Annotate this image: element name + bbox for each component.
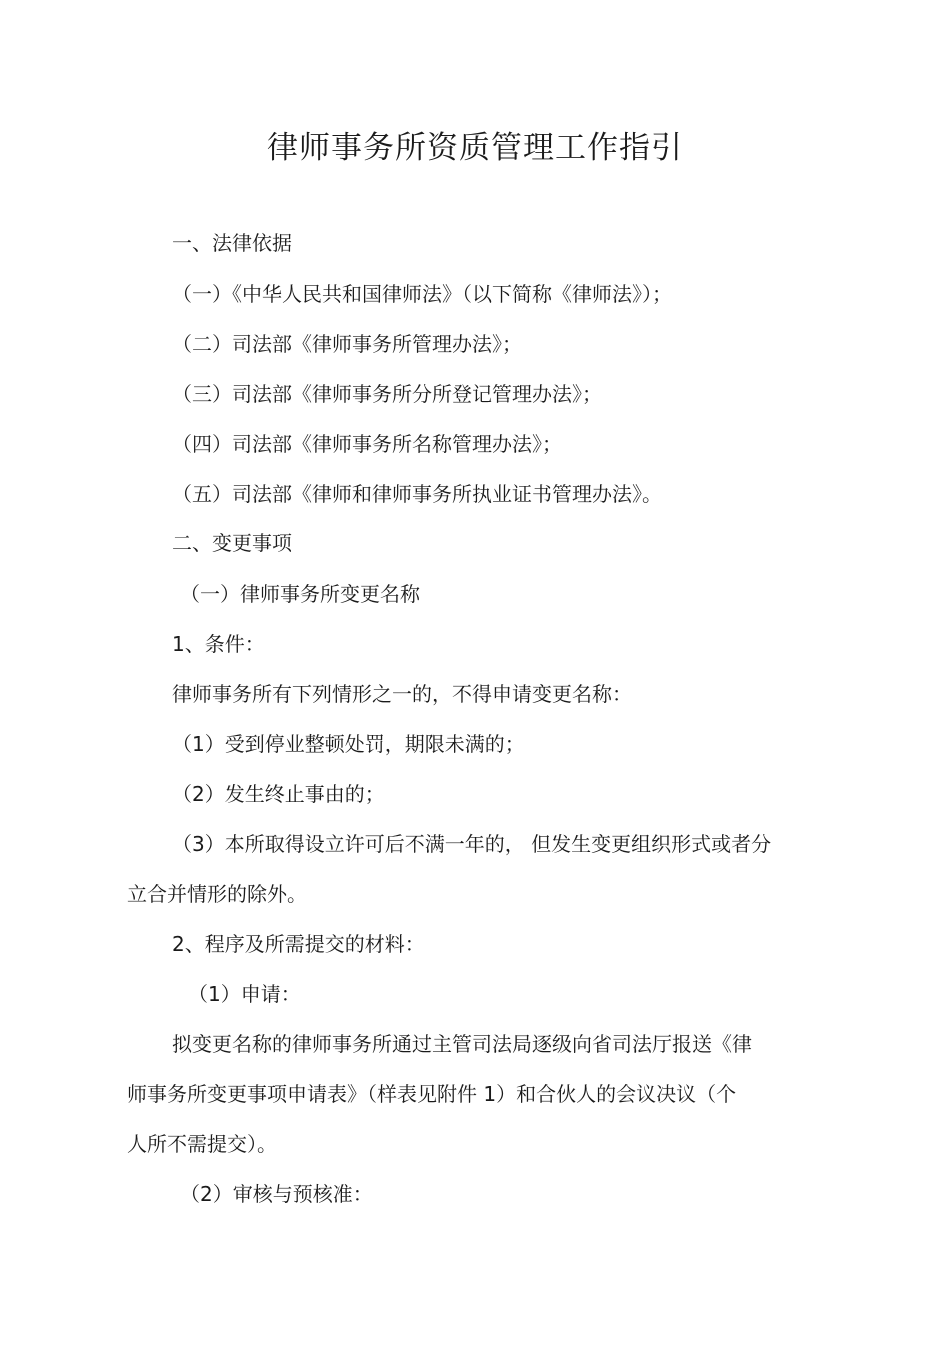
legal-basis-item-3: （三）司法部《律师事务所分所登记管理办法》； <box>172 382 602 406</box>
procedure-heading: 2、程序及所需提交的材料： <box>172 932 425 956</box>
procedure-step-review: （2）审核与预核准： <box>180 1182 373 1206</box>
paragraph-line: 师事务所变更事项申请表》（样表见附件 1）和合伙人的会议决议（个 <box>127 1082 737 1106</box>
legal-basis-item-4: （四）司法部《律师事务所名称管理办法》； <box>172 432 562 456</box>
legal-basis-item-2: （二）司法部《律师事务所管理办法》； <box>172 332 522 356</box>
condition-item-2: （2）发生终止事由的； <box>172 782 385 806</box>
paragraph-line: 拟变更名称的律师事务所通过主管司法局逐级向省司法厅报送《律 <box>172 1032 752 1056</box>
document-title: 律师事务所资质管理工作指引 <box>267 130 683 166</box>
condition-item-1: （1）受到停业整顿处罚，期限未满的； <box>172 732 525 756</box>
paragraph-line: 律师事务所有下列情形之一的，不得申请变更名称： <box>172 682 632 706</box>
legal-basis-item-1: （一）《中华人民共和国律师法》（以下简称《律师法》）； <box>172 282 672 306</box>
conditions-heading: 1、条件： <box>172 632 265 656</box>
paragraph-line: 人所不需提交）。 <box>127 1132 277 1156</box>
subsection-name-change: （一）律师事务所变更名称 <box>180 582 420 606</box>
section-heading-legal-basis: 一、法律依据 <box>172 231 292 255</box>
procedure-step-application: （1）申请： <box>188 982 301 1006</box>
condition-item-3-continued: 立合并情形的除外。 <box>127 882 307 906</box>
legal-basis-item-5: （五）司法部《律师和律师事务所执业证书管理办法》。 <box>172 482 662 506</box>
section-heading-changes: 二、变更事项 <box>172 531 292 555</box>
condition-item-3: （3）本所取得设立许可后不满一年的， 但发生变更组织形式或者分 <box>172 832 772 856</box>
